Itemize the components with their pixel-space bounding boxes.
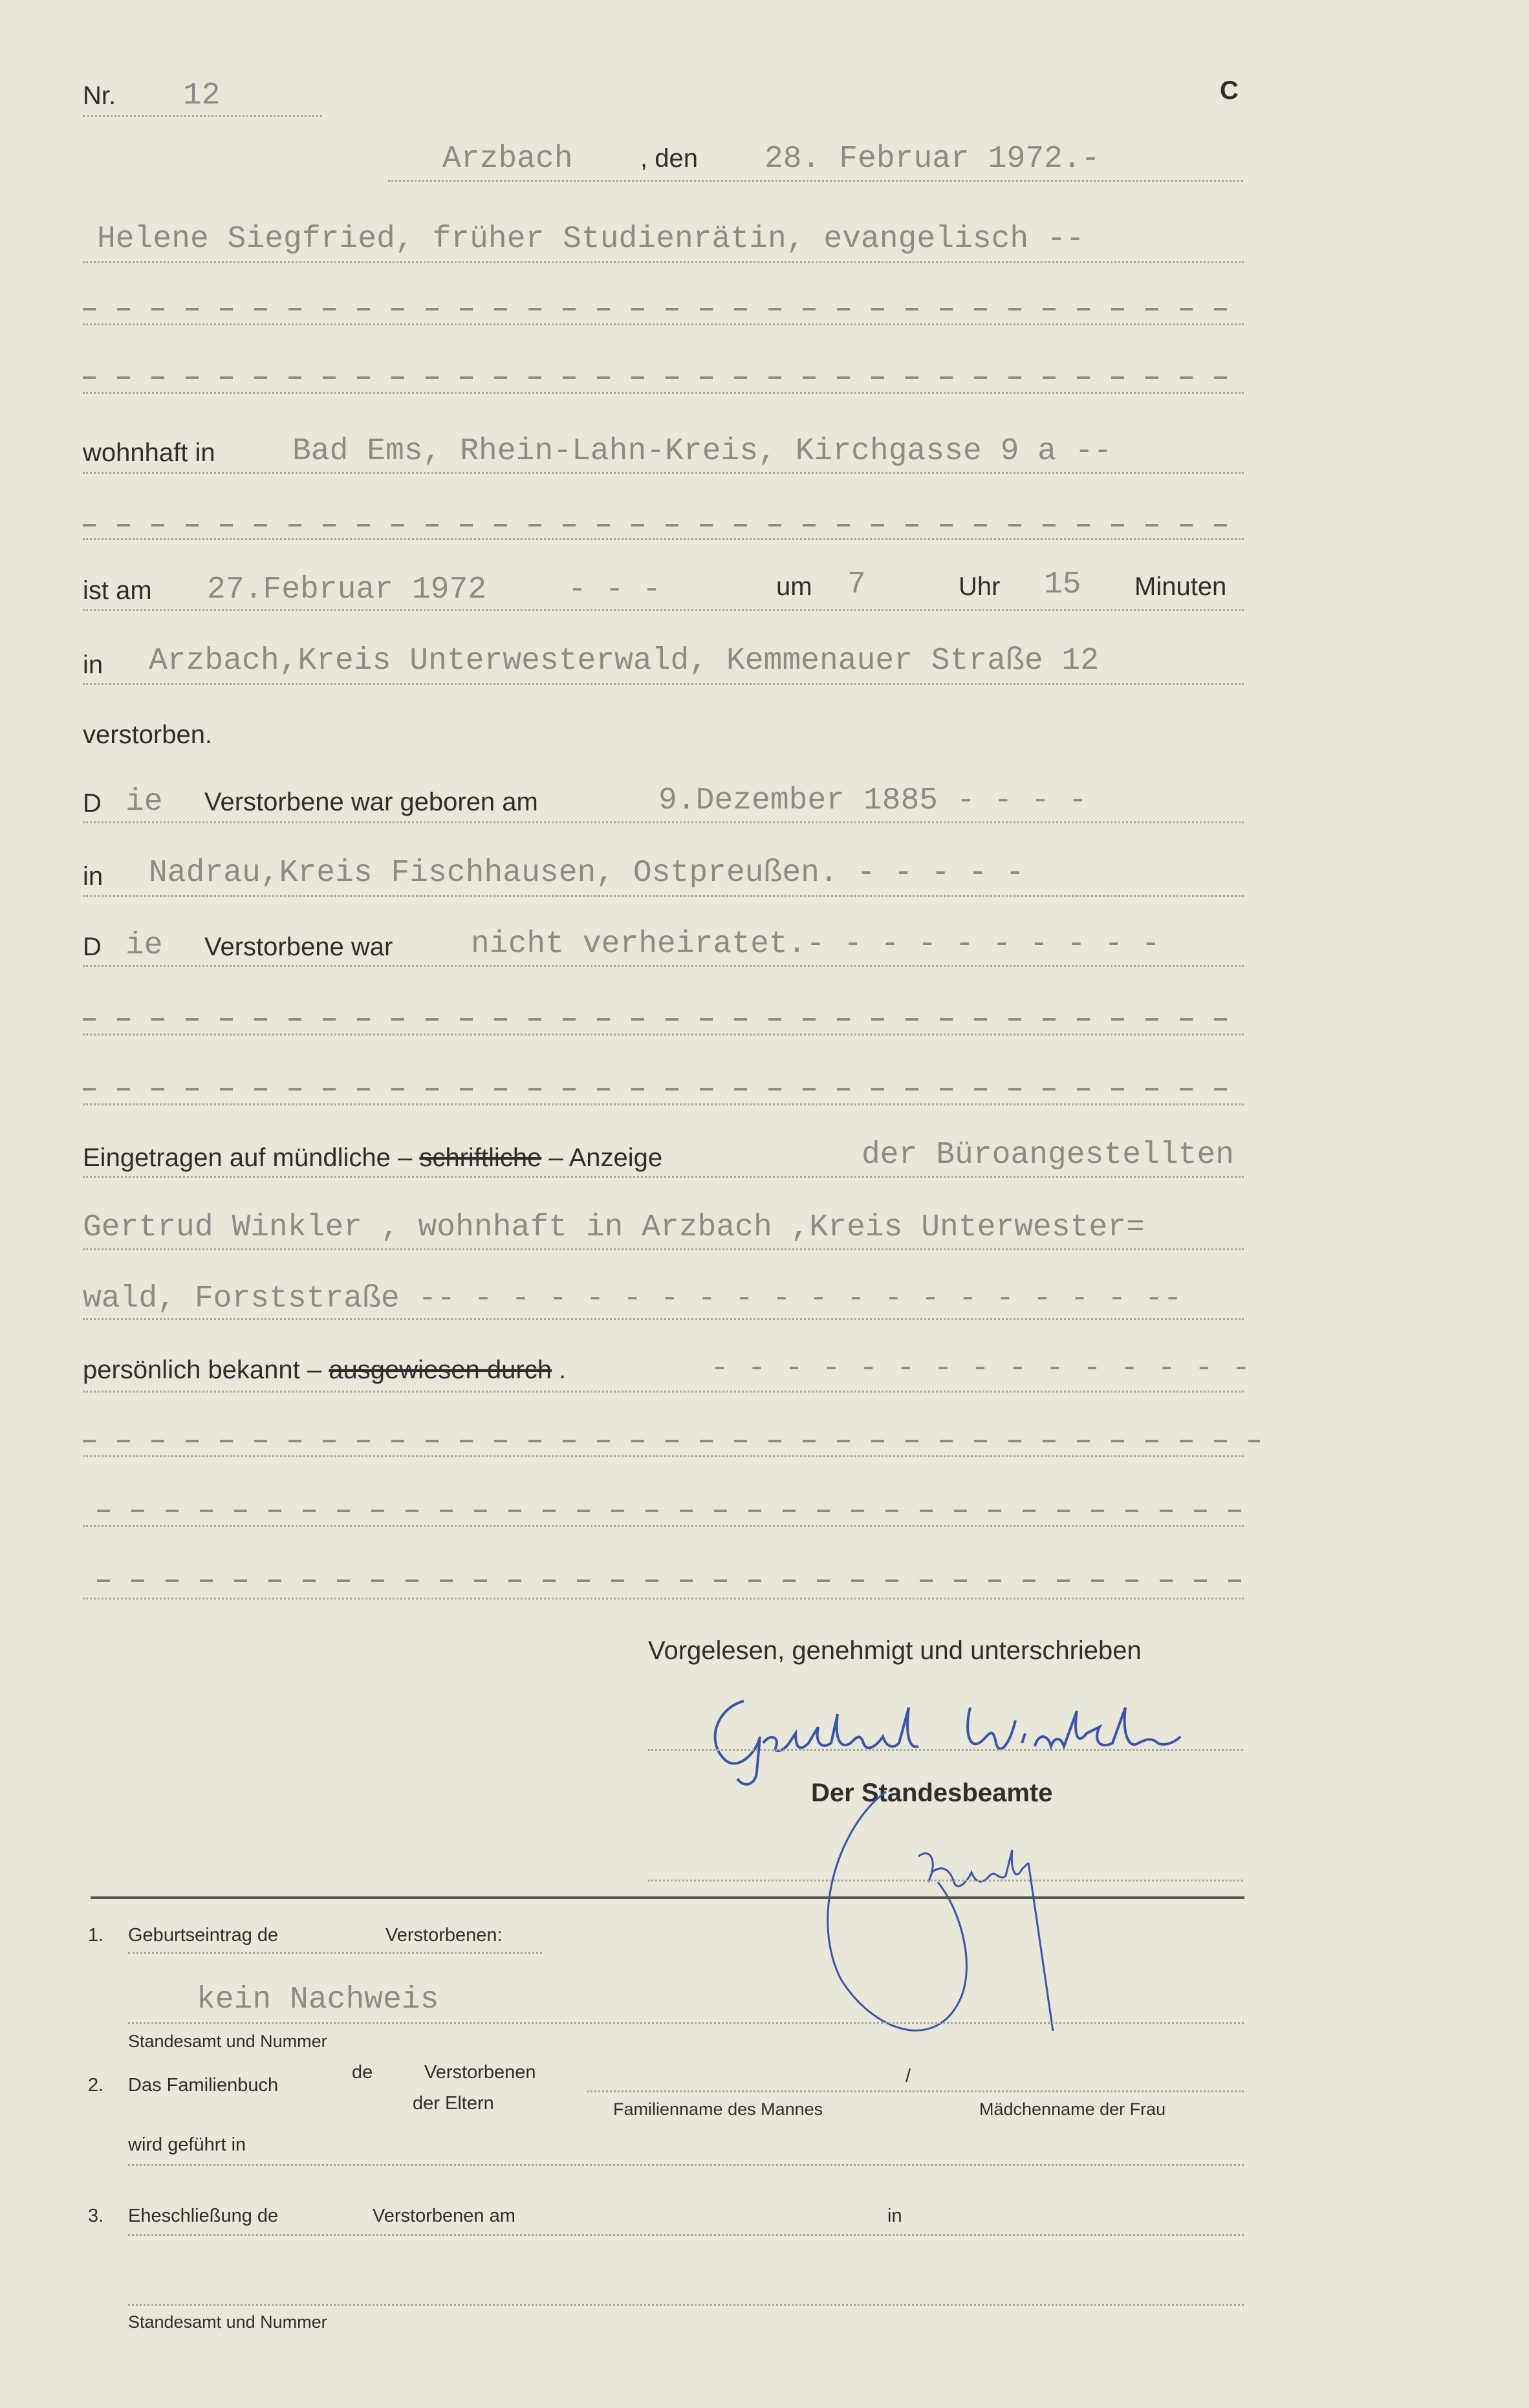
identity-dashes: - - - - - - - - - - - - - - -: [710, 1351, 1251, 1386]
birth-date: 9.Dezember 1885 - - - -: [658, 783, 1087, 818]
fill-dashes: [97, 1577, 1242, 1585]
informant-rule: [83, 1248, 1244, 1250]
note3-label-2: Verstorbenen am: [373, 2206, 515, 2226]
fill-dashes: [83, 1015, 1244, 1023]
document-date: 28. Februar 1972.-: [764, 142, 1100, 177]
note2-option-deceased: Verstorbenen: [424, 2062, 536, 2083]
note2-number: 2.: [88, 2075, 104, 2096]
identity-label-pre: persönlich bekannt –: [83, 1356, 329, 1384]
den-label: , den: [640, 144, 698, 173]
note1-value: kein Nachweis: [197, 1982, 439, 2017]
signature-rule: [648, 1749, 1243, 1751]
section-divider: [91, 1896, 1244, 1899]
birth-rule: [83, 821, 1244, 823]
identity-rule: [83, 1391, 1244, 1393]
informant-rule-2: [83, 1318, 1244, 1320]
informant-signature: [699, 1682, 1229, 1792]
identity-label: [83, 1357, 566, 1383]
note2-caption-wife: Mädchenname der Frau: [979, 2099, 1166, 2119]
fill-dashes: [83, 521, 1244, 529]
nr-value: 12: [183, 78, 221, 113]
fill-dashes: [83, 374, 1244, 382]
note2-option-parents: der Eltern: [413, 2093, 494, 2114]
death-in-label: in: [83, 651, 103, 679]
fill-dashes: [83, 1085, 1244, 1093]
place: Arzbach: [442, 142, 573, 177]
birth-label: Verstorbene war geboren am: [204, 788, 538, 816]
note3-register-rule: [128, 2304, 1244, 2306]
identity-label-post: .: [551, 1356, 567, 1384]
report-label: [83, 1145, 662, 1171]
residence-rule: [83, 472, 1244, 474]
fill-dashes: [97, 1507, 1242, 1515]
note2-kept-in: wird geführt in: [128, 2134, 246, 2155]
name-rule: [83, 261, 1244, 263]
report-label-struck: schriftliche: [419, 1144, 542, 1172]
note1-label-2: Verstorbenen:: [385, 1925, 503, 1946]
marital-status: nicht verheiratet.- - - - - - - - - -: [471, 927, 1160, 962]
note2-de: de: [352, 2062, 373, 2083]
minuten-label: Minuten: [1134, 572, 1227, 601]
note2-label: Das Familienbuch: [128, 2075, 279, 2096]
um-label: um: [776, 572, 812, 601]
report-rule: [83, 1176, 1244, 1178]
fill-rule: [83, 392, 1244, 394]
note2-rule: [128, 2164, 1244, 2166]
birth-ie: ie: [125, 785, 163, 819]
uhr-label: Uhr: [959, 572, 1001, 601]
fill-rule: [83, 1525, 1244, 1527]
note2-name-rule: [587, 2090, 1244, 2092]
marital-label: Verstorbene war: [204, 933, 393, 961]
birth-in-label: in: [83, 862, 103, 891]
note3-label: Eheschließung de: [128, 2206, 279, 2226]
note3-rule: [128, 2234, 1244, 2236]
identity-label-struck: ausgewiesen durch: [329, 1356, 552, 1384]
fill-dashes: [83, 1437, 1260, 1445]
death-time-rule: [83, 609, 1244, 611]
fill-dashes: [83, 305, 1244, 313]
note1-rule: [128, 1952, 542, 1954]
marital-ie: ie: [125, 928, 163, 963]
marital-rule: [83, 965, 1244, 967]
registrar-signature: [802, 1785, 1080, 2044]
verstorben-label: verstorben.: [83, 721, 213, 749]
registrar-label: Der Standesbeamte: [811, 1779, 1053, 1807]
fill-rule: [83, 538, 1244, 540]
note3-caption: Standesamt und Nummer: [128, 2312, 327, 2332]
note1-label: Geburtseintrag de: [128, 1925, 279, 1946]
note2-slash: /: [905, 2066, 911, 2087]
informant-line-3: wald, Forststraße -- - - - - - - - - - - - - - - - - - - --: [83, 1281, 1182, 1316]
informant-line-1: der Büroangestellten: [862, 1138, 1235, 1173]
fill-rule: [83, 1598, 1244, 1600]
note1-caption: Standesamt und Nummer: [128, 2032, 327, 2051]
residence-label: wohnhaft in: [83, 439, 215, 467]
birth-place-rule: [83, 895, 1244, 897]
deceased-name: Helene Siegfried, früher Studienrätin, evangelisch --: [97, 222, 1085, 257]
died-dashes: - - -: [568, 572, 662, 607]
report-label-pre: Eingetragen auf mündliche –: [83, 1144, 420, 1172]
fill-rule: [83, 1103, 1244, 1105]
died-date: 27.Februar 1972: [207, 572, 487, 607]
birth-d: D: [83, 789, 102, 818]
residence: Bad Ems, Rhein-Lahn-Kreis, Kirchgasse 9 a --: [292, 434, 1112, 469]
note3-number: 3.: [88, 2206, 104, 2226]
place-of-death: Arzbach,Kreis Unterwesterwald, Kemmenauer Straße 12: [149, 644, 1100, 678]
note1-number: 1.: [88, 1925, 104, 1946]
note3-in: in: [887, 2206, 902, 2226]
fill-rule: [83, 1034, 1244, 1036]
form-letter: C: [1220, 76, 1239, 105]
report-label-post: – Anzeige: [541, 1144, 663, 1172]
fill-rule: [83, 1455, 1244, 1457]
note1-value-rule: [128, 2022, 1244, 2024]
death-place-rule: [83, 683, 1244, 685]
informant-line-2: Gertrud Winkler , wohnhaft in Arzbach ,Kreis Unterwester=: [83, 1210, 1145, 1245]
nr-rule: [83, 115, 322, 117]
marital-d: D: [83, 933, 102, 961]
note2-caption-husband: Familienname des Mannes: [613, 2099, 823, 2119]
death-minutes: 15: [1044, 567, 1081, 602]
death-hour: 7: [847, 567, 866, 602]
read-approved-label: Vorgelesen, genehmigt und unterschrieben: [648, 1636, 1142, 1665]
nr-label: Nr.: [83, 81, 116, 110]
fill-rule: [83, 323, 1244, 325]
died-label: ist am: [83, 576, 152, 605]
registrar-rule: [648, 1880, 1243, 1882]
date-rule: [388, 180, 1243, 182]
birth-place: Nadrau,Kreis Fischhausen, Ostpreußen. - - - - -: [149, 856, 1025, 891]
